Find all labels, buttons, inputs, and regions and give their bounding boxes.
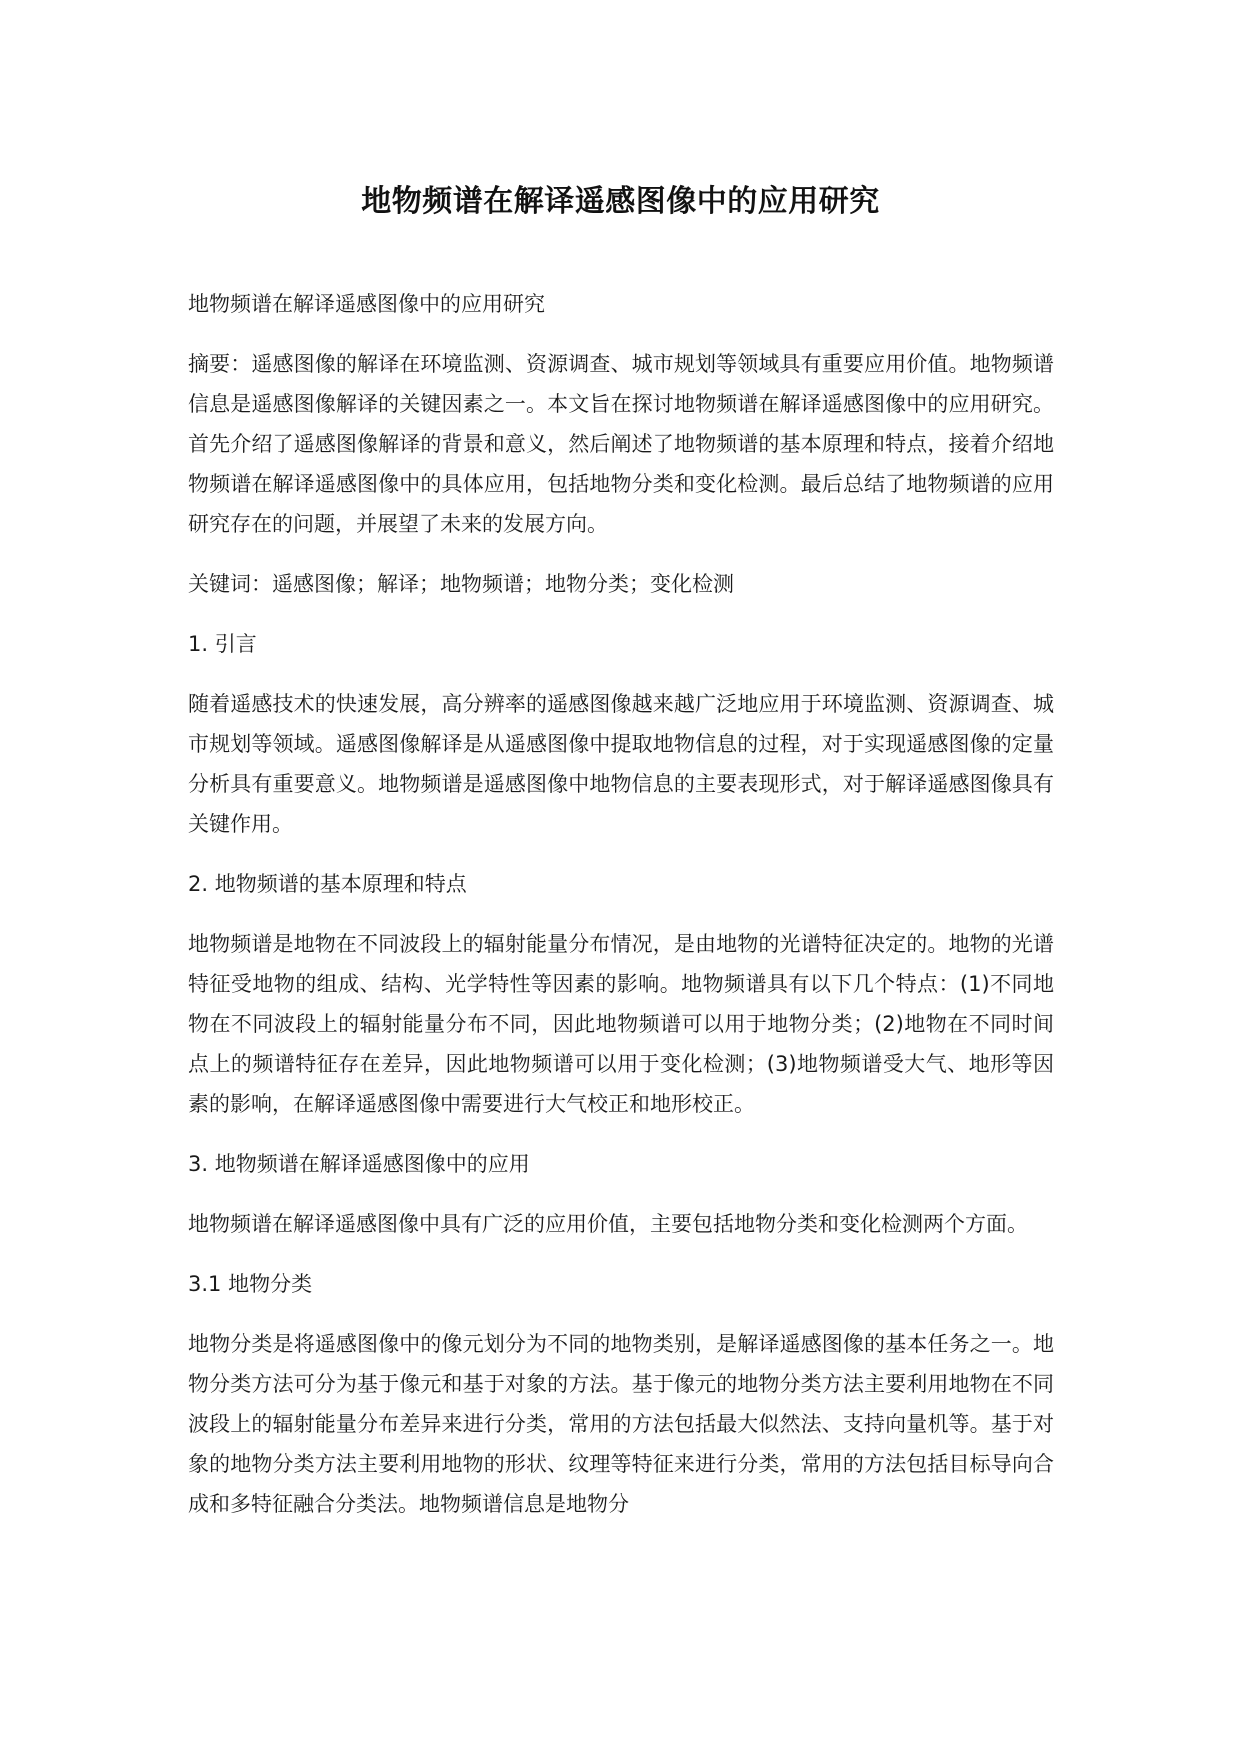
section-text-introduction: 随着遥感技术的快速发展，高分辨率的遥感图像越来越广泛地应用于环境监测、资源调查、城市规划等领域。遥感图像解译是从遥感图像中提取地物信息的过程，对于实现遥感图像的定量分析具有重要意义。地物频谱是遥感图像中地物信息的主要表现形式，对于解译遥感图像具有关键作用。 xyxy=(188,692,1054,836)
document-body xyxy=(188,284,1054,1544)
section-heading-introduction: 1. 引言 xyxy=(188,632,257,656)
document-subtitle: 地物频谱在解译遥感图像中的应用研究 xyxy=(188,292,545,316)
section-text-classification: 地物分类是将遥感图像中的像元划分为不同的地物类别，是解译遥感图像的基本任务之一。地物分类方法可分为基于像元和基于对象的方法。基于像元的地物分类方法主要利用地物在不同波段上的辐射能量分布差异来进行分类，常用的方法包括最大似然法、支持向量机等。基于对象的地物分类方法主要利用地物的形状、纹理等特征来进行分类，常用的方法包括目标导向合成和多特征融合分类法。地物频谱信息是地物分 xyxy=(188,1332,1054,1516)
section-heading-principles: 2. 地物频谱的基本原理和特点 xyxy=(188,872,467,896)
section-text-principles: 地物频谱是地物在不同波段上的辐射能量分布情况，是由地物的光谱特征决定的。地物的光谱特征受地物的组成、结构、光学特性等因素的影响。地物频谱具有以下几个特点：(1)不同地物在不同波段上的辐射能量分布不同，因此地物频谱可以用于地物分类；(2)地物在不同时间点上的频谱特征存在差异，因此地物频谱可以用于变化检测；(3)地物频谱受大气、地形等因素的影响，在解译遥感图像中需要进行大气校正和地形校正。 xyxy=(188,932,1054,1116)
keywords-paragraph: 关键词：遥感图像；解译；地物频谱；地物分类；变化检测 xyxy=(188,572,734,596)
section-heading-classification: 3.1 地物分类 xyxy=(188,1272,313,1296)
abstract-paragraph: 摘要：遥感图像的解译在环境监测、资源调查、城市规划等领域具有重要应用价值。地物频谱信息是遥感图像解译的关键因素之一。本文旨在探讨地物频谱在解译遥感图像中的应用研究。首先介绍了遥感图像解译的背景和意义，然后阐述了地物频谱的基本原理和特点，接着介绍地物频谱在解译遥感图像中的具体应用，包括地物分类和变化检测。最后总结了地物频谱的应用研究存在的问题，并展望了未来的发展方向。 xyxy=(188,352,1054,536)
section-text-applications: 地物频谱在解译遥感图像中具有广泛的应用价值，主要包括地物分类和变化检测两个方面。 xyxy=(188,1212,1028,1236)
document-title: 地物频谱在解译遥感图像中的应用研究 xyxy=(361,184,880,219)
section-heading-applications: 3. 地物频谱在解译遥感图像中的应用 xyxy=(188,1152,530,1176)
